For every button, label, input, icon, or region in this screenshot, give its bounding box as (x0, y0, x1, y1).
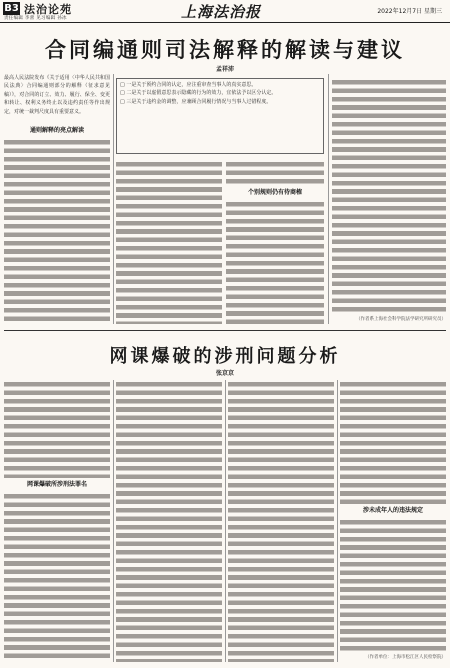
article2-subhead-1: 网课爆破所涉刑法罪名 (26, 481, 87, 488)
article-separator (4, 330, 446, 331)
article2-subhead-2-wrap (340, 506, 446, 516)
boxed-point-1: □ 一是关于预约合同的认定，应注重审查当事人的真实意思。 (120, 82, 257, 88)
article1-column-4-text (332, 78, 446, 314)
article1-boxed-points (116, 78, 324, 154)
article1-subhead-1: 通则解释的亮点解读 (29, 127, 84, 134)
article1-subhead-2-wrap (226, 188, 324, 198)
article1-column-2 (116, 160, 222, 324)
article1-lead-text: 最高人民法院发布《关于适用〈中华人民共和国民法典〉合同编通则部分的解释（征求意见稿）》，对合同的订立、效力、履行、保全、变更和转让、权利义务终止以及违约责任等作出规定，对统一裁判尺度具有重要意义。 (4, 75, 110, 115)
article1-column-1-text (4, 138, 110, 323)
article1-subhead-2: 个别规则仍有待商榷 (247, 189, 302, 196)
article2-column-3-text (228, 380, 334, 662)
article1-column-3-text (226, 200, 324, 324)
editor-credits: 责任编辑 李蕾 见习编辑 孙冰 (4, 16, 67, 21)
article2-column-2 (116, 380, 222, 662)
article1-lead (4, 74, 110, 126)
article2-column-1 (4, 492, 110, 662)
article1-author-note: （作者系上海社会科学院法学研究所研究员） (356, 317, 446, 322)
article1-column-1 (4, 138, 110, 323)
article2-subhead-2: 涉未成年人的违法规定 (362, 507, 423, 514)
article2-column-1-top (4, 380, 110, 478)
article1-byline: 孟祥沛 (215, 66, 234, 73)
article1-column-3-top (226, 160, 324, 186)
newspaper-logo: 上海法治报 (181, 3, 262, 21)
page-number: B3 (4, 3, 19, 14)
column-divider (113, 74, 114, 324)
boxed-point-2: □ 二是关于以虚假意思表示隐藏的行为的效力，宜依法予以区分认定。 (120, 90, 277, 97)
article1-column-4 (332, 78, 446, 314)
column-divider (328, 74, 329, 324)
article2-column-2-text (116, 380, 222, 662)
column-divider (337, 380, 338, 662)
article1-headline: 合同编通则司法解释的解读与建议 (45, 38, 405, 62)
article1-subhead-1-wrap (4, 126, 110, 136)
column-divider (113, 380, 114, 662)
article2-byline: 张京京 (215, 370, 234, 377)
article2-column-1-text (4, 492, 110, 662)
article2-column-3 (228, 380, 334, 662)
article1-column-2-text (116, 160, 222, 324)
article2-headline: 网课爆破的涉刑问题分析 (109, 346, 341, 367)
article1-column-3 (226, 200, 324, 324)
article2-subhead-1-wrap (4, 480, 110, 490)
article2-author-note: （作者单位：上海市松江区人民检察院） (365, 655, 446, 660)
column-divider (225, 380, 226, 662)
article2-column-4-top (340, 380, 446, 504)
article2-column-4 (340, 518, 446, 652)
boxed-point-3: □ 三是关于违约金的调整，应兼顾合同履行情况与当事人过错程度。 (120, 98, 272, 105)
article2-column-4-text (340, 518, 446, 652)
issue-date: 2022年12月7日 星期三 (377, 8, 442, 15)
section-title: 法治论苑 (24, 3, 72, 16)
masthead (0, 0, 450, 23)
